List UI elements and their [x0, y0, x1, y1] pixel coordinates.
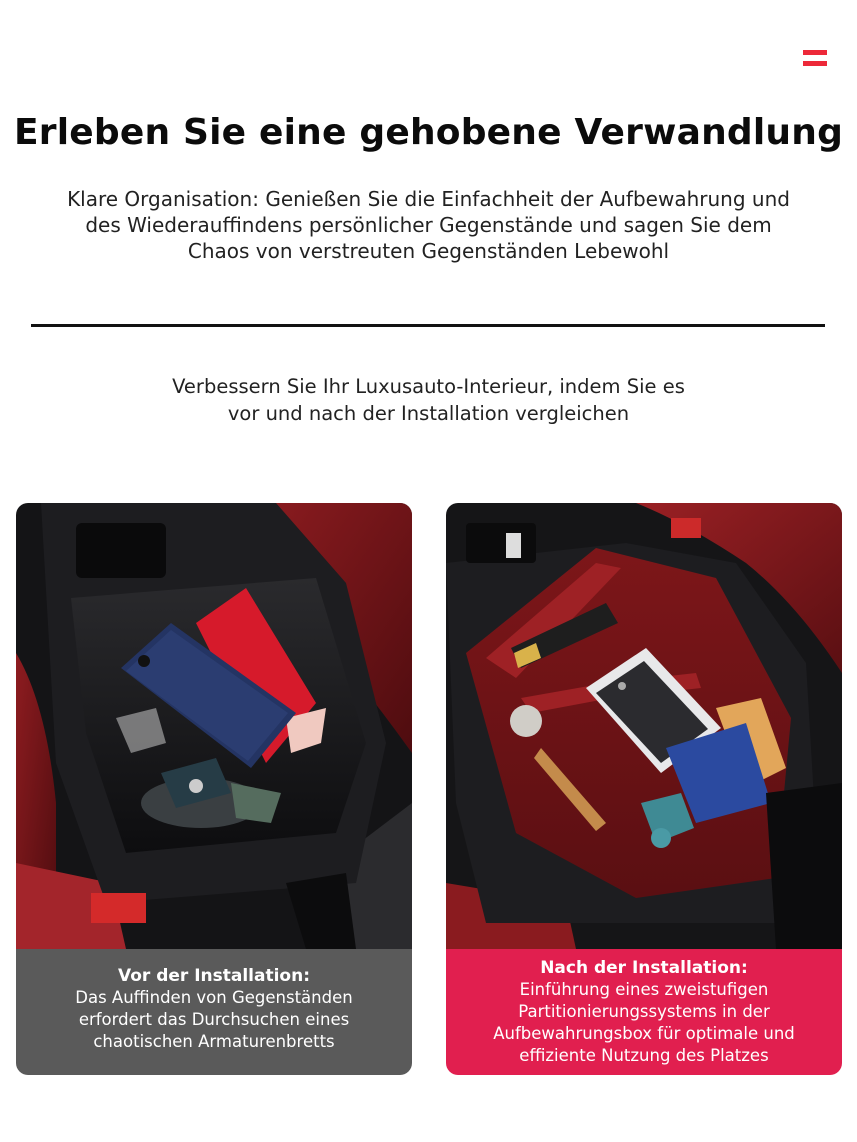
- after-installation-caption: Nach der Installation: Einführung eines zweistufigen Partitionierungssystems in der Aufbewahrungsbox für optimale und effiziente Nutzung des Platzes: [446, 949, 842, 1075]
- before-installation-caption: Vor der Installation: Das Auffinden von Gegenständen erfordert das Durchsuchen eines chaotischen Armaturenbretts: [16, 949, 412, 1075]
- divider: [31, 324, 825, 327]
- before-installation-panel: [16, 503, 412, 1075]
- before-installation-title: Vor der Installation:: [117, 966, 310, 986]
- after-installation-title: Nach der Installation:: [540, 958, 748, 978]
- before-installation-photo: [16, 503, 412, 949]
- comparison-subtitle: Verbessern Sie Ihr Luxusauto-Interieur, indem Sie es vor und nach der Installation vergleichen: [172, 375, 685, 425]
- after-installation-photo: [446, 503, 842, 949]
- austria-flag-icon: [803, 50, 827, 66]
- after-installation-panel: [446, 503, 842, 1075]
- page-title: Erleben Sie eine gehobene Verwandlung: [13, 112, 844, 153]
- intro-text: Klare Organisation: Genießen Sie die Einfachheit der Aufbewahrung und des Wiederauffindens persönlicher Gegenstände und sagen Sie dem Chaos von verstreuten Gegenständen Lebewohl: [67, 187, 790, 263]
